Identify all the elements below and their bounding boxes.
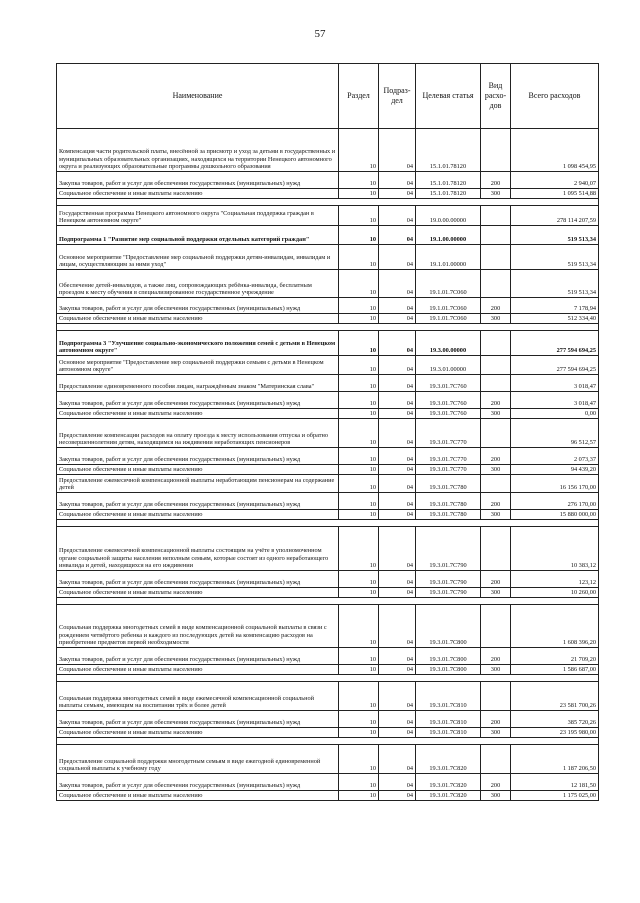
cell-type: 200	[481, 774, 511, 791]
cell-target: 19.3.01.7С820	[416, 745, 481, 774]
cell-section: 10	[339, 226, 379, 245]
table-spacer-row	[57, 738, 599, 745]
cell-section: 10	[339, 510, 379, 520]
page-number: 57	[314, 28, 326, 40]
table-row	[57, 392, 599, 409]
cell-total: 385 720,26	[511, 711, 599, 728]
cell-type	[481, 356, 511, 375]
cell-name: Предоставление ежемесячной компенсационной выплаты неработающим пенсионерам на содержание детей	[57, 475, 339, 493]
cell-total: 1 608 396,20	[511, 605, 599, 648]
cell-section: 10	[339, 588, 379, 598]
cell-type	[481, 745, 511, 774]
table-row	[57, 409, 599, 419]
cell-name: Закупка товаров, работ и услуг для обеспечения государственных (муниципальных) нужд	[57, 298, 339, 314]
cell-type: 200	[481, 448, 511, 465]
cell-target: 19.1.01.7С060	[416, 298, 481, 314]
cell-type	[481, 331, 511, 356]
cell-total: 12 181,50	[511, 774, 599, 791]
cell-type: 300	[481, 791, 511, 801]
cell-section: 10	[339, 728, 379, 738]
cell-target: 15.1.01.78120	[416, 129, 481, 172]
cell-section: 10	[339, 791, 379, 801]
cell-target: 19.3.01.7С820	[416, 774, 481, 791]
cell-total: 1 095 514,88	[511, 189, 599, 199]
cell-section: 10	[339, 331, 379, 356]
table-row	[57, 245, 599, 270]
cell-target: 19.3.01.00000	[416, 356, 481, 375]
cell-subsection: 04	[379, 588, 416, 598]
cell-target: 19.3.01.7С810	[416, 728, 481, 738]
table-row	[57, 527, 599, 571]
cell-type: 200	[481, 392, 511, 409]
cell-total: 123,12	[511, 571, 599, 588]
cell-target: 19.3.01.7С770	[416, 419, 481, 448]
cell-name: Социальное обеспечение и иные выплаты населению	[57, 665, 339, 675]
table-row	[57, 189, 599, 199]
cell-subsection: 04	[379, 189, 416, 199]
cell-total: 519 513,34	[511, 226, 599, 245]
cell-total: 276 170,00	[511, 493, 599, 510]
cell-section: 10	[339, 475, 379, 493]
cell-total: 10 260,00	[511, 588, 599, 598]
cell-subsection: 04	[379, 314, 416, 324]
cell-total: 278 114 207,59	[511, 206, 599, 226]
cell-type: 200	[481, 298, 511, 314]
cell-section: 10	[339, 419, 379, 448]
cell-name: Закупка товаров, работ и услуг для обеспечения государственных (муниципальных) нужд	[57, 392, 339, 409]
cell-total: 277 594 694,25	[511, 356, 599, 375]
cell-type	[481, 226, 511, 245]
cell-section: 10	[339, 665, 379, 675]
cell-total: 0,00	[511, 409, 599, 419]
cell-name: Социальное обеспечение и иные выплаты населению	[57, 588, 339, 598]
cell-name: Социальное обеспечение и иные выплаты населению	[57, 409, 339, 419]
cell-name: Закупка товаров, работ и услуг для обеспечения государственных (муниципальных) нужд	[57, 648, 339, 665]
cell-name: Подпрограмма 1 "Развитие мер социальной поддержки отдельных категорий граждан"	[57, 226, 339, 245]
cell-subsection: 04	[379, 475, 416, 493]
cell-section: 10	[339, 172, 379, 189]
cell-section: 10	[339, 206, 379, 226]
table-header-row	[57, 64, 599, 129]
cell-name: Социальное обеспечение и иные выплаты населению	[57, 728, 339, 738]
cell-type: 300	[481, 665, 511, 675]
cell-target: 19.3.01.7С760	[416, 375, 481, 392]
cell-name: Закупка товаров, работ и услуг для обеспечения государственных (муниципальных) нужд	[57, 172, 339, 189]
table-row	[57, 206, 599, 226]
cell-subsection: 04	[379, 129, 416, 172]
budget-table	[56, 63, 599, 801]
cell-type: 300	[481, 314, 511, 324]
cell-section: 10	[339, 465, 379, 475]
header-subsection: Подраз-дел	[379, 64, 416, 129]
cell-type	[481, 129, 511, 172]
cell-section: 10	[339, 605, 379, 648]
cell-total: 2 940,07	[511, 172, 599, 189]
cell-target: 19.1.01.7С060	[416, 270, 481, 298]
cell-target: 19.1.01.00000	[416, 245, 481, 270]
table-spacer-row	[57, 199, 599, 206]
cell-type	[481, 527, 511, 571]
table-row	[57, 682, 599, 711]
cell-total: 3 018,47	[511, 375, 599, 392]
cell-target: 19.1.00.00000	[416, 226, 481, 245]
table-row	[57, 774, 599, 791]
cell-type	[481, 475, 511, 493]
cell-target: 15.1.01.78120	[416, 172, 481, 189]
cell-type: 300	[481, 510, 511, 520]
spacer-cell	[57, 199, 599, 206]
cell-total: 21 709,20	[511, 648, 599, 665]
cell-name: Предоставление ежемесячной компенсационной выплаты состоящим на учёте в уполномоченном органе социальной защиты населения неполным семьям, которые состоят из одного неработающего инвалида и детей, находящихся на его иждивении	[57, 527, 339, 571]
cell-name: Предоставление компенсации расходов на оплату проезда к месту использования отпуска и обратно несовершеннолетним детям, находящимся на иждивении неработающих пенсионеров	[57, 419, 339, 448]
cell-section: 10	[339, 493, 379, 510]
cell-section: 10	[339, 375, 379, 392]
cell-name: Закупка товаров, работ и услуг для обеспечения государственных (муниципальных) нужд	[57, 774, 339, 791]
cell-name: Социальное обеспечение и иные выплаты населению	[57, 465, 339, 475]
cell-name: Основное мероприятие "Предоставление мер социальной поддержки семьям с детьми в Ненецком автономном округе"	[57, 356, 339, 375]
table-spacer-row	[57, 520, 599, 527]
cell-target: 15.1.01.78120	[416, 189, 481, 199]
table-row	[57, 745, 599, 774]
cell-type: 200	[481, 648, 511, 665]
cell-type	[481, 206, 511, 226]
cell-name: Основное мероприятие "Предоставление мер социальной поддержки детям-инвалидам, инвалидам и лицам, осуществляющим за ними уход"	[57, 245, 339, 270]
table-row	[57, 270, 599, 298]
cell-subsection: 04	[379, 510, 416, 520]
cell-total: 7 178,94	[511, 298, 599, 314]
cell-type: 300	[481, 728, 511, 738]
cell-target: 19.3.01.7С780	[416, 475, 481, 493]
cell-target: 19.0.00.00000	[416, 206, 481, 226]
cell-name: Социальное обеспечение и иные выплаты населению	[57, 189, 339, 199]
cell-total: 3 018,47	[511, 392, 599, 409]
table-row	[57, 448, 599, 465]
cell-name: Подпрограмма 3 "Улучшение социально-экономического положения семей с детьми в Ненецком автономном округе"	[57, 331, 339, 356]
cell-subsection: 04	[379, 226, 416, 245]
cell-target: 19.3.01.7С780	[416, 493, 481, 510]
cell-name: Закупка товаров, работ и услуг для обеспечения государственных (муниципальных) нужд	[57, 711, 339, 728]
cell-type	[481, 682, 511, 711]
cell-section: 10	[339, 745, 379, 774]
cell-section: 10	[339, 774, 379, 791]
cell-type	[481, 605, 511, 648]
cell-subsection: 04	[379, 745, 416, 774]
cell-subsection: 04	[379, 206, 416, 226]
cell-total: 15 880 000,00	[511, 510, 599, 520]
table-row	[57, 571, 599, 588]
cell-subsection: 04	[379, 298, 416, 314]
table-spacer-row	[57, 324, 599, 331]
header-section: Раздел	[339, 64, 379, 129]
cell-total: 23 581 700,26	[511, 682, 599, 711]
cell-name: Закупка товаров, работ и услуг для обеспечения государственных (муниципальных) нужд	[57, 493, 339, 510]
cell-type: 200	[481, 571, 511, 588]
cell-section: 10	[339, 527, 379, 571]
table-body	[57, 129, 599, 801]
cell-subsection: 04	[379, 331, 416, 356]
cell-subsection: 04	[379, 409, 416, 419]
spacer-cell	[57, 598, 599, 605]
header-name: Наименование	[57, 64, 339, 129]
cell-target: 19.3.01.7С800	[416, 665, 481, 675]
cell-name: Компенсация части родительской платы, внесённой за присмотр и уход за детьми в государственных и муниципальных образовательных организациях, находящихся на территории Ненецкого автономного округа и реализующих образовательные программы дошкольного образования	[57, 129, 339, 172]
cell-total: 519 513,34	[511, 270, 599, 298]
cell-subsection: 04	[379, 527, 416, 571]
cell-type: 300	[481, 465, 511, 475]
cell-total: 96 512,57	[511, 419, 599, 448]
cell-subsection: 04	[379, 172, 416, 189]
cell-type: 200	[481, 711, 511, 728]
cell-section: 10	[339, 571, 379, 588]
table-row	[57, 331, 599, 356]
table-row	[57, 465, 599, 475]
table-row	[57, 648, 599, 665]
cell-section: 10	[339, 298, 379, 314]
table-row	[57, 728, 599, 738]
cell-subsection: 04	[379, 375, 416, 392]
cell-total: 1 098 454,95	[511, 129, 599, 172]
cell-name: Предоставление единовременного пособия лицам, награждённым знаком "Материнская слава"	[57, 375, 339, 392]
cell-type: 300	[481, 189, 511, 199]
cell-subsection: 04	[379, 728, 416, 738]
cell-total: 94 439,20	[511, 465, 599, 475]
cell-target: 19.3.01.7С810	[416, 682, 481, 711]
table-row	[57, 375, 599, 392]
cell-target: 19.3.01.7С800	[416, 605, 481, 648]
cell-section: 10	[339, 245, 379, 270]
cell-target: 19.3.01.7С800	[416, 648, 481, 665]
spacer-cell	[57, 520, 599, 527]
table-row	[57, 356, 599, 375]
cell-subsection: 04	[379, 448, 416, 465]
cell-name: Социальное обеспечение и иные выплаты населению	[57, 510, 339, 520]
cell-target: 19.3.01.7С760	[416, 409, 481, 419]
cell-name: Государственная программа Ненецкого автономного округа "Социальная поддержка граждан в Ненецком автономном округе"	[57, 206, 339, 226]
cell-target: 19.3.01.7С770	[416, 448, 481, 465]
cell-subsection: 04	[379, 493, 416, 510]
cell-type	[481, 375, 511, 392]
cell-subsection: 04	[379, 270, 416, 298]
table-row	[57, 314, 599, 324]
table-row	[57, 419, 599, 448]
cell-section: 10	[339, 711, 379, 728]
table-row	[57, 791, 599, 801]
cell-section: 10	[339, 129, 379, 172]
table-row	[57, 493, 599, 510]
cell-subsection: 04	[379, 392, 416, 409]
cell-subsection: 04	[379, 571, 416, 588]
cell-target: 19.3.01.7С810	[416, 711, 481, 728]
cell-target: 19.3.01.7С790	[416, 588, 481, 598]
cell-total: 1 586 687,00	[511, 665, 599, 675]
header-total: Всего расходов	[511, 64, 599, 129]
cell-name: Социальное обеспечение и иные выплаты населению	[57, 791, 339, 801]
table-row	[57, 475, 599, 493]
cell-name: Обеспечение детей-инвалидов, а также лиц, сопровождающих ребёнка-инвалида, бесплатным проездом к месту обучения в специализированное государственное учреждение	[57, 270, 339, 298]
cell-type: 200	[481, 493, 511, 510]
cell-name: Социальная поддержка многодетных семей в виде ежемесячной компенсационной социальной выплаты семьям, имеющим на воспитании трёх и более детей	[57, 682, 339, 711]
cell-subsection: 04	[379, 465, 416, 475]
cell-subsection: 04	[379, 665, 416, 675]
cell-type: 200	[481, 172, 511, 189]
cell-total: 23 195 980,00	[511, 728, 599, 738]
cell-section: 10	[339, 392, 379, 409]
cell-target: 19.3.01.7С820	[416, 791, 481, 801]
cell-total: 2 073,37	[511, 448, 599, 465]
cell-name: Предоставление социальной поддержки многодетным семьям в виде ежегодной единовременной социальной выплаты к учебному году	[57, 745, 339, 774]
cell-name: Социальная поддержка многодетных семей в виде компенсационной социальной выплаты в связи с рождением четвёртого ребенка и каждого из последующих детей на компенсацию расходов на приобретение предметов первой необходимости	[57, 605, 339, 648]
spacer-cell	[57, 675, 599, 682]
table-row	[57, 605, 599, 648]
cell-total: 1 187 206,50	[511, 745, 599, 774]
cell-subsection: 04	[379, 605, 416, 648]
cell-target: 19.3.01.7С770	[416, 465, 481, 475]
cell-type	[481, 419, 511, 448]
table-row	[57, 588, 599, 598]
cell-type: 300	[481, 588, 511, 598]
table-row	[57, 510, 599, 520]
cell-section: 10	[339, 189, 379, 199]
cell-target: 19.3.01.7С780	[416, 510, 481, 520]
cell-target: 19.3.01.7С760	[416, 392, 481, 409]
table-row	[57, 711, 599, 728]
cell-name: Социальное обеспечение и иные выплаты населению	[57, 314, 339, 324]
cell-total: 10 383,12	[511, 527, 599, 571]
cell-total: 519 513,34	[511, 245, 599, 270]
cell-total: 16 156 170,00	[511, 475, 599, 493]
table-spacer-row	[57, 598, 599, 605]
cell-type	[481, 245, 511, 270]
cell-section: 10	[339, 682, 379, 711]
cell-subsection: 04	[379, 245, 416, 270]
header-type: Вид расхо-дов	[481, 64, 511, 129]
cell-name: Закупка товаров, работ и услуг для обеспечения государственных (муниципальных) нужд	[57, 448, 339, 465]
cell-section: 10	[339, 648, 379, 665]
cell-section: 10	[339, 314, 379, 324]
cell-type: 300	[481, 409, 511, 419]
cell-subsection: 04	[379, 774, 416, 791]
cell-subsection: 04	[379, 711, 416, 728]
header-target: Целевая статья	[416, 64, 481, 129]
cell-subsection: 04	[379, 419, 416, 448]
cell-subsection: 04	[379, 648, 416, 665]
cell-total: 512 334,40	[511, 314, 599, 324]
cell-total: 1 175 025,00	[511, 791, 599, 801]
cell-section: 10	[339, 270, 379, 298]
cell-subsection: 04	[379, 791, 416, 801]
cell-target: 19.3.00.00000	[416, 331, 481, 356]
cell-section: 10	[339, 448, 379, 465]
table-spacer-row	[57, 675, 599, 682]
cell-name: Закупка товаров, работ и услуг для обеспечения государственных (муниципальных) нужд	[57, 571, 339, 588]
table-row	[57, 665, 599, 675]
cell-target: 19.3.01.7С790	[416, 571, 481, 588]
cell-target: 19.1.01.7С060	[416, 314, 481, 324]
table-row	[57, 129, 599, 172]
cell-subsection: 04	[379, 356, 416, 375]
table-row	[57, 298, 599, 314]
cell-total: 277 594 694,25	[511, 331, 599, 356]
cell-type	[481, 270, 511, 298]
cell-target: 19.3.01.7С790	[416, 527, 481, 571]
cell-section: 10	[339, 356, 379, 375]
spacer-cell	[57, 324, 599, 331]
table-row	[57, 172, 599, 189]
cell-subsection: 04	[379, 682, 416, 711]
table-row	[57, 226, 599, 245]
spacer-cell	[57, 738, 599, 745]
cell-section: 10	[339, 409, 379, 419]
